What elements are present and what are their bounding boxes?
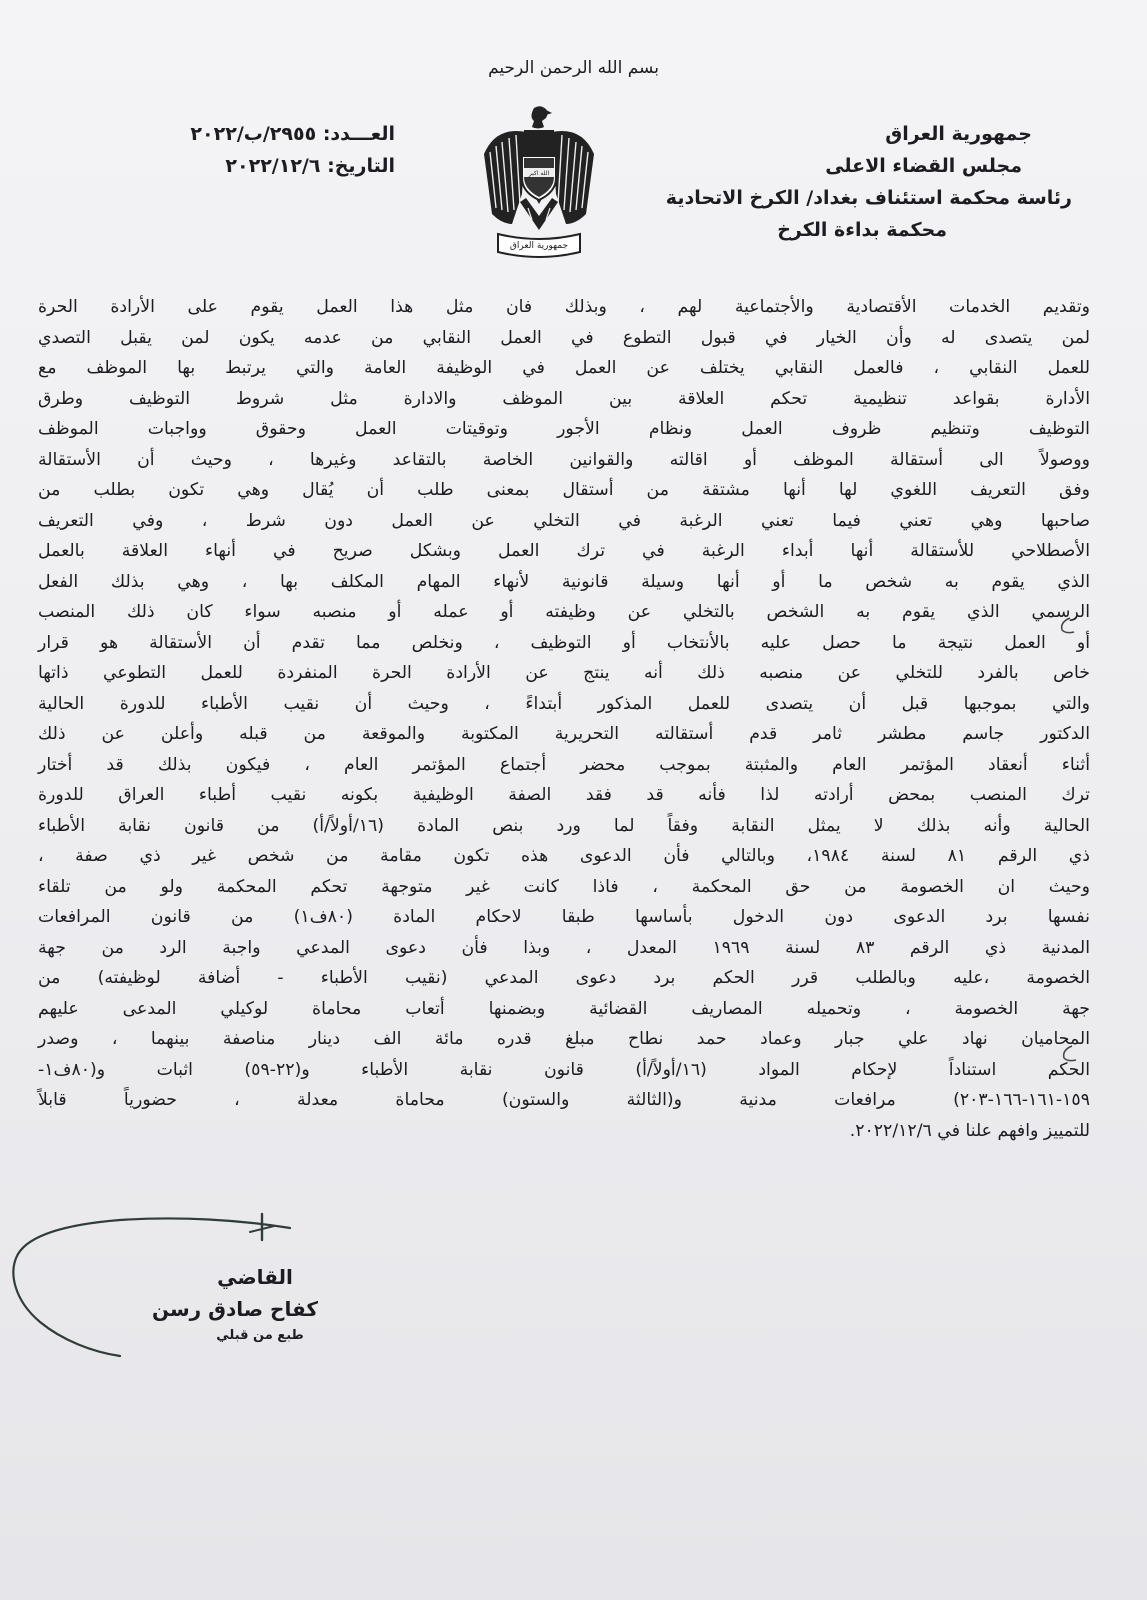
body-line: ترك المنصب بمحض أرادته لذا فأنه قد فقد الصفة الوظيفية بكونه نقيب أطباء العراق للدورة xyxy=(38,785,1090,805)
court-name: محكمة بداءة الكرخ xyxy=(777,219,947,241)
date-label: التاريخ: xyxy=(327,155,395,177)
body-line: وفق التعريف اللغوي لها أنها مشتقة من أستقال بمعنى طلب أن يُقال وهي تكون بطلب من xyxy=(38,480,1090,500)
body-line: التوظيف وتنظيم ظروف العمل ونظام الأجور وتوقيتات العمل وحقوق وواجبات الموظف xyxy=(38,419,1090,439)
body-line: ووصولاً الى أستقالة الموظف أو اقالته والقوانين الخاصة بالتقاعد وغيرها ، وحيث أن الأستقالة xyxy=(38,449,1090,470)
body-line: ١٥٩-١٦١-١٦٦-٢٠٣) مرافعات مدنية و(الثالثة والستون) محاماة معدلة ، حضورياً قابلاً xyxy=(38,1090,1090,1110)
number-label: العـــدد: xyxy=(322,123,395,145)
body-line: الحالية وأنه بذلك لا يمثل النقابة وفقاً لما ورد بنص المادة (١٦/أولاً/أ) من قانون نقابة الأطباء xyxy=(38,815,1090,836)
body-line: صاحبها وهي تعني فيما تعني الرغبة في التخلي عن العمل دون شرط ، وفي التعريف xyxy=(38,510,1090,531)
body-line: ذي الرقم ٨١ لسنة ١٩٨٤، وبالتالي فأن الدعوى هذه تكون مقامة من شخص غير ذي صفة ، xyxy=(38,846,1090,866)
body-line: الخصومة ،عليه وبالطلب قرر الحكم برد دعوى المدعي (نقيب الأطباء - أضافة لوظيفته) من xyxy=(38,968,1090,988)
date-value: ٢٠٢٢/١٢/٦ xyxy=(225,155,321,177)
body-line: أو العمل نتيجة ما حصل عليه بالأنتخاب أو التوظيف ، ونخلص مما تقدم أن الأستقالة هو قرار xyxy=(38,632,1090,653)
judge-name: كفاح صادق رسن xyxy=(151,1297,319,1321)
reference-block xyxy=(130,118,395,182)
signature-block xyxy=(120,1260,350,1348)
body-line: المحاميان نهاد علي جبار وعماد حمد نطاح مبلغ قدره مائة الف دينار مناصفة بينهما ، وصدر xyxy=(38,1029,1090,1049)
body-line: أثناء أنعقاد المؤتمر العام والمثبتة بموجب محضر أجتماع المؤتمر العام ، فيكون بذلك قد أختار xyxy=(38,754,1090,775)
margin-mark xyxy=(1050,1040,1080,1070)
issuer-header xyxy=(602,118,1072,246)
number-value: ٢٩٥٥/ب/٢٠٢٢ xyxy=(190,123,317,145)
margin-mark xyxy=(1048,612,1078,642)
typed-by-note: طبع من قبلي xyxy=(216,1328,304,1343)
body-line: للتمييز وافهم علنا في ٢٠٢٢/١٢/٦. xyxy=(849,1120,1090,1141)
reference-date xyxy=(130,150,395,182)
body-line: والتي بموجبها قبل أن يتصدى للعمل المذكور أبتداءً ، وحيث أن نقيب الأطباء للدورة الحالية xyxy=(38,693,1090,714)
country-name: جمهورية العراق xyxy=(885,123,1032,145)
body-line: جهة الخصومة ، وتحميله المصاريف القضائية وبضمنها أتعاب محاماة لوكيلي المدعى عليهم xyxy=(38,998,1090,1019)
court-presidency: رئاسة محكمة استئناف بغداد/ الكرخ الاتحادية xyxy=(665,187,1072,209)
council-name: مجلس القضاء الاعلى xyxy=(825,155,1022,177)
judge-title: القاضي xyxy=(217,1265,293,1289)
body-line: المدنية ذي الرقم ٨٣ لسنة ١٩٦٩ المعدل ، وبذا فأن دعوى المدعي واجبة الرد من جهة xyxy=(38,937,1090,958)
body-line: الحكم استناداً لإحكام المواد (١٦/أولاً/أ) قانون نقابة الأطباء و(٢٢-٥٩) اثبات و(٨٠ف١- xyxy=(38,1059,1090,1080)
body-line: الأصطلاحي للأستقالة أنها أبداء الرغبة في ترك العمل وبشكل صريح في أنهاء العلاقة بالعمل xyxy=(38,541,1090,561)
body-line: وتقديم الخدمات الأقتصادية والأجتماعية لهم ، وبذلك فان مثل هذا العمل يقوم على الأرادة الحرة xyxy=(38,297,1090,317)
svg-text:الله اكبر: الله اكبر xyxy=(528,170,550,177)
judgment-body xyxy=(38,292,1090,1146)
body-line: الرسمي الذي يقوم به الشخص بالتخلي عن وظيفته أو عمله أو منصبه سواء كان ذلك المنصب xyxy=(38,602,1090,622)
emblem-banner-text: جمهورية العراق xyxy=(509,241,569,251)
body-line: نفسها برد الدعوى دون الدخول بأساسها طبقا لاحكام المادة (٨٠ف١) من قانون المرافعات xyxy=(38,907,1090,927)
body-line: الذي يقوم به شخص ما أو أنها وسيلة قانونية لأنهاء المهام المكلف بها ، وهي بذلك الفعل xyxy=(38,571,1090,592)
body-line: الأدارة بقواعد تنظيمية تحكم العلاقة بين الموظف والادارة مثل شروط التوظيف وطرق xyxy=(38,388,1090,409)
body-line: وحيث ان الخصومة من حق المحكمة ، فاذا كانت غير متوجهة تحكم المحكمة ولو من تلقاء xyxy=(38,876,1090,897)
reference-number xyxy=(130,118,395,150)
iraq-eagle-emblem-icon xyxy=(480,104,598,262)
body-line: للعمل النقابي ، فالعمل النقابي يختلف عن العمل في الوظيفة العامة والتي يرتبط بها الموظف مع xyxy=(38,358,1090,378)
body-line: خاص بالفرد للتخلي عن منصبه ذلك أنه ينتج عن الأرادة الحرة المنفردة للعمل التطوعي ذاتها xyxy=(38,663,1090,683)
basmala: بسم الله الرحمن الرحيم xyxy=(488,58,659,78)
body-line: لمن يتصدى له وأن الخيار في قبول التطوع في العمل النقابي من عدمه يكون لمن يقبل التصدي xyxy=(38,327,1090,348)
body-line: الدكتور جاسم مطشر ثامر قدم أستقالته التحريرية المكتوبة والموقعة من قبله وأعلن عن ذلك xyxy=(38,724,1090,744)
